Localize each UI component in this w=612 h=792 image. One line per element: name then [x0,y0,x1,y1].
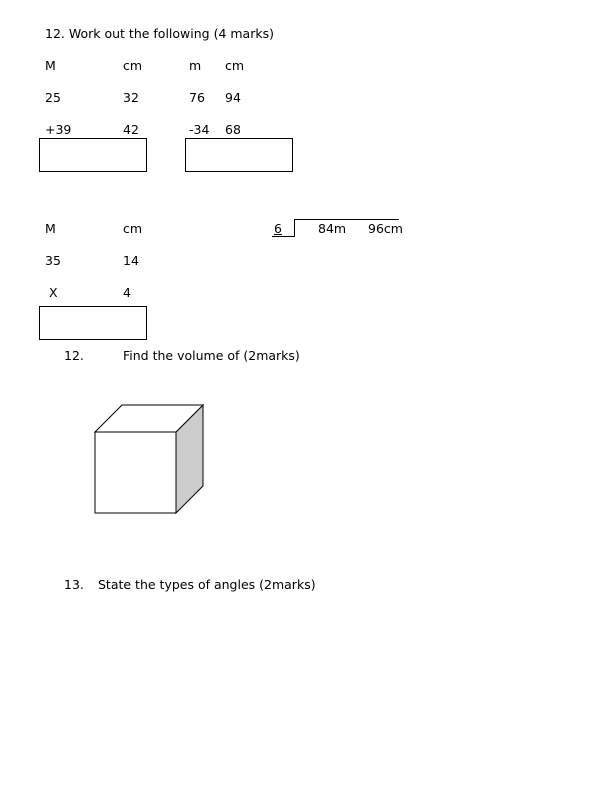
addition-row2-cm: 42 [123,122,139,137]
division-dividend-m: 84m [318,221,347,236]
multiplication-header-cm: cm [123,221,143,236]
division-divisor: 6 [274,221,282,236]
addition-answer-box[interactable] [39,138,147,172]
addition-row1-cm: 32 [123,90,139,105]
multiplication-row1-cm: 14 [123,253,139,268]
question-13-number: 13. [64,577,84,592]
question-12b-text: Find the volume of (2marks) [123,348,300,363]
addition-row2-m: +39 [45,122,72,137]
subtraction-header-cm: cm [225,58,245,73]
subtraction-row2-m: -34 [189,122,210,137]
division-divisor-underline [272,236,294,237]
question-12b-number: 12. [64,348,84,363]
subtraction-header-m: m [189,58,202,73]
subtraction-answer-box[interactable] [185,138,293,172]
cube-front-face [95,432,176,513]
cube-figure [90,400,210,520]
multiplication-header-m: M [45,221,56,236]
subtraction-row1-m: 76 [189,90,205,105]
division-bracket-top [294,219,399,220]
multiplication-row2-cm: 4 [123,285,131,300]
subtraction-row2-cm: 68 [225,122,241,137]
addition-row1-m: 25 [45,90,61,105]
question-12-title: 12. Work out the following (4 marks) [45,26,274,41]
addition-header-m: M [45,58,56,73]
multiplication-row1-m: 35 [45,253,61,268]
subtraction-row1-cm: 94 [225,90,241,105]
addition-header-cm: cm [123,58,143,73]
question-13-text: State the types of angles (2marks) [98,577,316,592]
multiplication-row2-m: X [49,285,58,300]
multiplication-answer-box[interactable] [39,306,147,340]
division-bracket-vertical [294,219,295,237]
division-dividend-cm: 96cm [368,221,403,236]
